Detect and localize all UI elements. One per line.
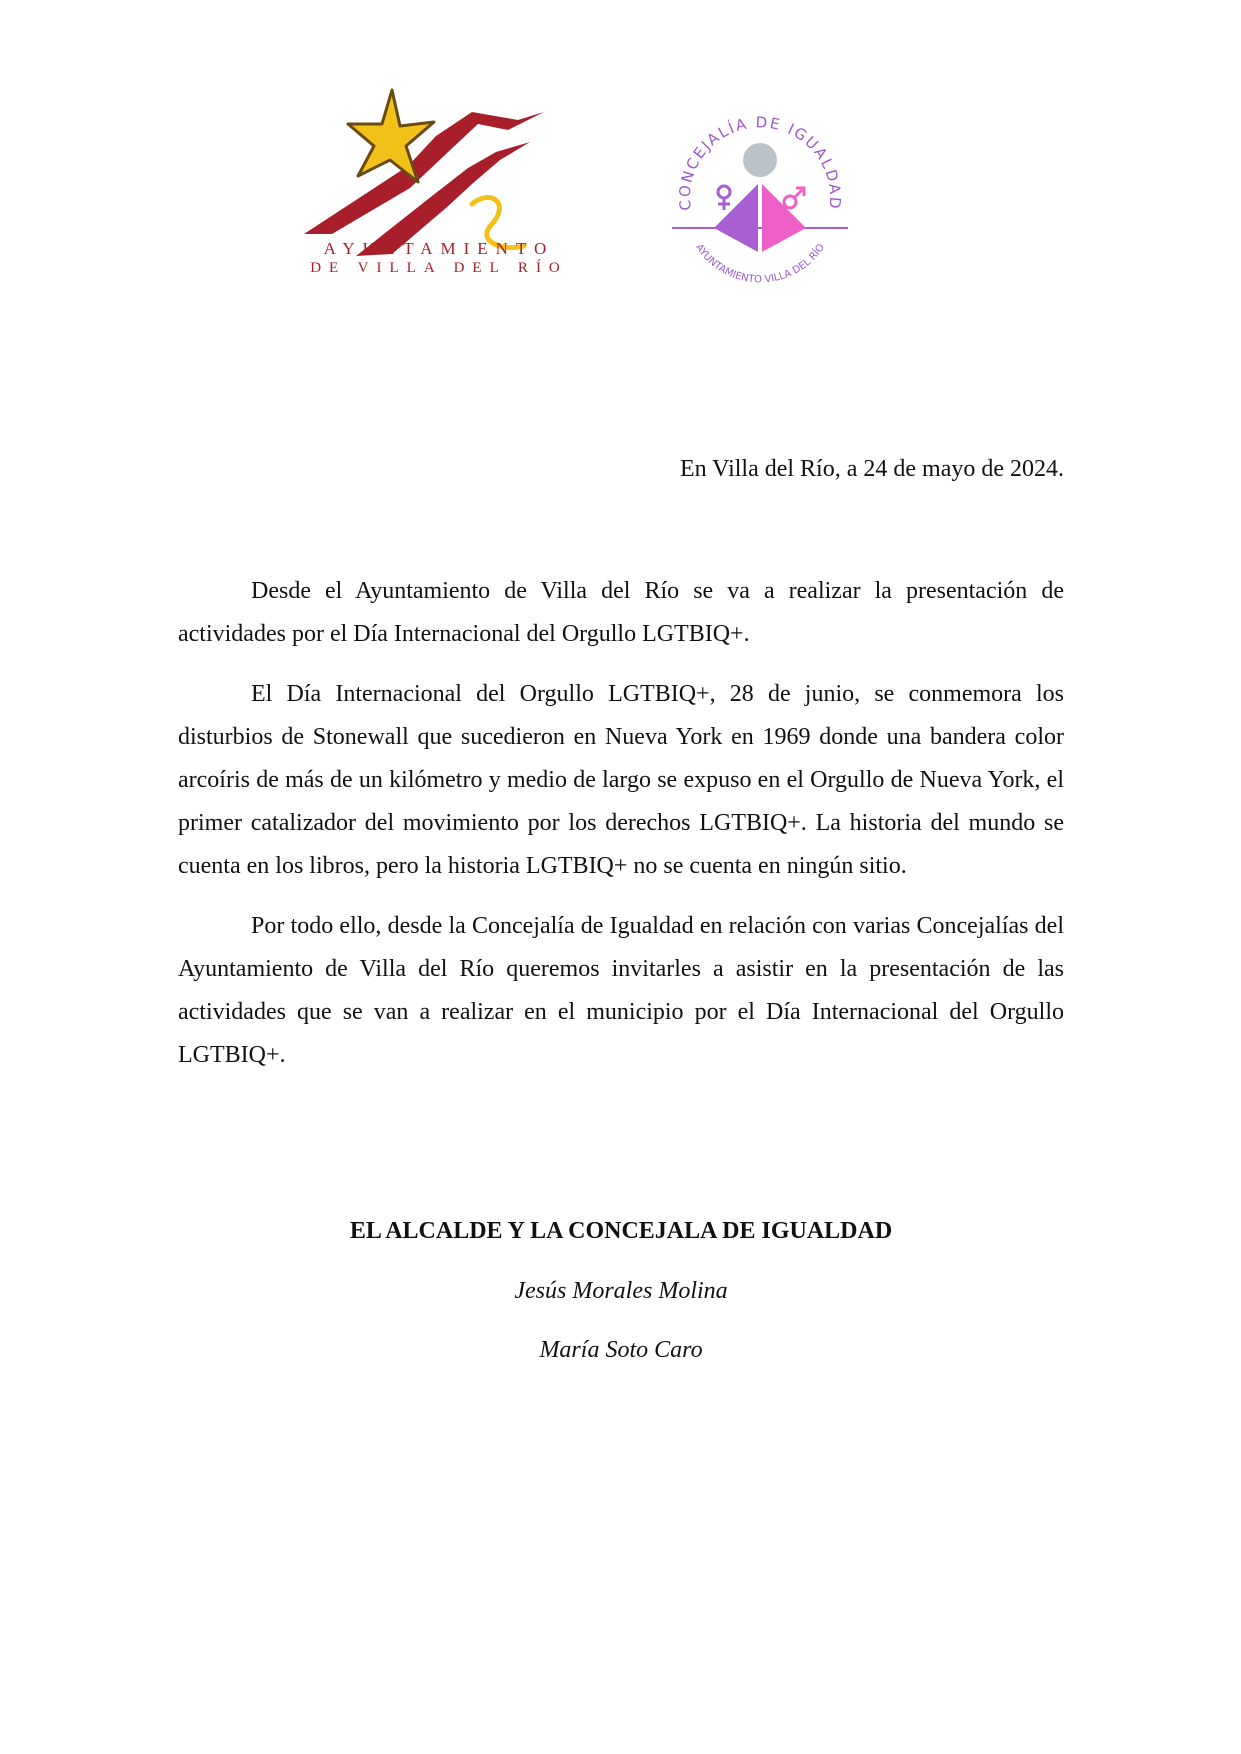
signoff-block — [178, 1214, 1064, 1367]
signatory-name-2: María Soto Caro — [539, 1337, 703, 1363]
letter-body — [178, 570, 1064, 1094]
paragraph-1: Desde el Ayuntamiento de Villa del Río se va a realizar la presentación de actividades por el Día Internacional del Orgullo LGTBIQ+. — [178, 578, 1064, 647]
date-line: En Villa del Río, a 24 de mayo de 2024. — [679, 456, 1064, 482]
venus-symbol-icon — [718, 186, 730, 198]
signatory-name-1: Jesús Morales Molina — [514, 1278, 728, 1304]
igualdad-logo-bottom-text: AYUNTAMIENTO VILLA DEL RÍO — [693, 242, 827, 286]
ayuntamiento-logo-line2: DE VILLA DEL RÍO — [310, 260, 568, 276]
paragraph-3: Por todo ello, desde la Concejalía de Igualdad en relación con varias Concejalías del Ayuntamiento de Villa del Río queremos invitarles a asistir en la presentación de las actividades que se van a realizar en el municipio por el Día Internacional del Orgullo LGTBIQ+. — [178, 913, 1064, 1068]
ayuntamiento-logo-line1: AYUNTAMIENTO — [323, 239, 555, 258]
paragraph-2: El Día Internacional del Orgullo LGTBIQ+, 28 de junio, se conmemora los disturbios de Stonewall que sucedieron en Nueva York en 1969 donde una bandera color arcoíris de más de un kilómetro y medio de largo se expuso en el Orgullo de Nueva York, el primer catalizador del movimiento por los derechos LGTBIQ+. La historia del mundo se cuenta en los libros, pero la historia LGTBIQ+ no se cuenta en ningún sitio. — [178, 681, 1064, 879]
concejalia-igualdad-logo — [660, 104, 860, 304]
signoff-title: EL ALCALDE Y LA CONCEJALA DE IGUALDAD — [349, 1218, 893, 1244]
igualdad-logo-top-text: CONCEJALÍA DE IGUALDAD — [675, 113, 845, 212]
female-figure-icon — [714, 184, 758, 252]
head-icon — [743, 143, 777, 177]
ayuntamiento-logo — [296, 84, 586, 280]
